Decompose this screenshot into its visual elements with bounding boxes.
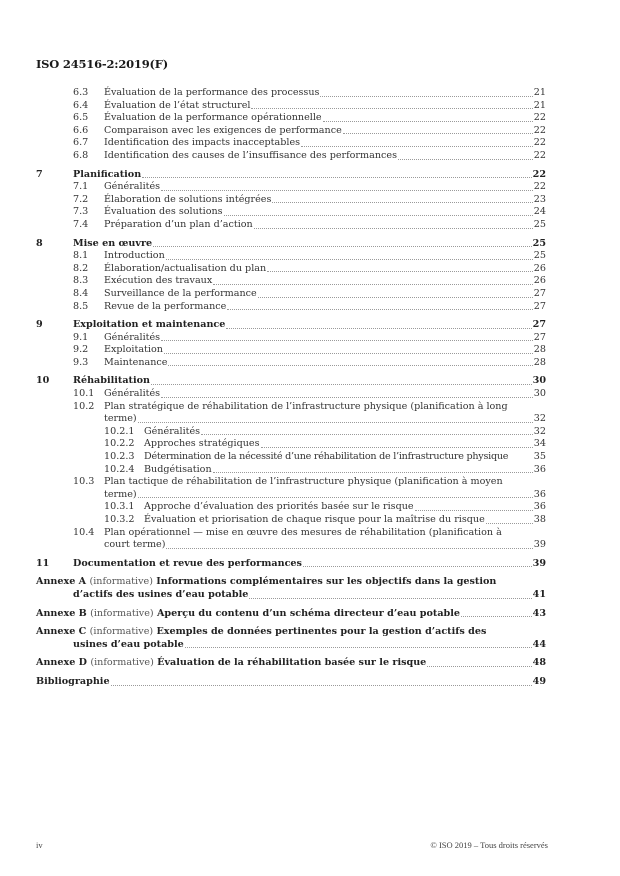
dot-leader: [161, 190, 533, 191]
toc-entry-8[interactable]: 8 Mise en œuvre 25: [36, 237, 546, 249]
document-header: ISO 24516-2:2019(F): [36, 57, 168, 71]
toc-entry-9-1[interactable]: 9.1 Généralités 27: [73, 331, 546, 343]
toc-entry-7-3[interactable]: 7.3 Évaluation des solutions 24: [73, 206, 546, 218]
dot-leader: [153, 246, 532, 247]
dot-leader: [213, 284, 533, 285]
dot-leader: [185, 647, 532, 648]
dot-leader: [343, 133, 533, 134]
toc-entry-9-3[interactable]: 9.3 Maintenance 28: [73, 356, 546, 368]
toc-entry-6-6[interactable]: 6.6 Comparaison avec les exigences de performance 22: [73, 124, 546, 136]
toc-entry-6-5[interactable]: 6.5 Évaluation de la performance opérationnelle 22: [73, 112, 546, 124]
dot-leader: [166, 548, 532, 549]
copyright-notice: © ISO 2019 – Tous droits réservés: [430, 840, 548, 850]
dot-leader: [224, 215, 533, 216]
dot-leader: [427, 666, 531, 667]
toc-entry-10[interactable]: 10 Réhabilitation 30: [36, 375, 546, 387]
toc-entry-8-3[interactable]: 8.3 Exécution des travaux 26: [73, 275, 546, 287]
dot-leader: [249, 598, 531, 599]
toc-entry-10-3[interactable]: 10.3 Plan tactique de réhabilitation de l’infrastructure physique (planification à moyen terme) 36: [73, 476, 546, 500]
toc-entry-10-2-2[interactable]: 10.2.2 Approches stratégiques 34: [104, 438, 546, 450]
toc-entry-8-4[interactable]: 8.4 Surveillance de la performance 27: [73, 287, 546, 299]
dot-leader: [267, 271, 533, 272]
dot-leader: [138, 422, 533, 423]
toc-entry-11[interactable]: 11 Documentation et revue des performances 39: [36, 557, 546, 569]
toc-entry-7-2[interactable]: 7.2 Élaboration de solutions intégrées 23: [73, 193, 546, 205]
table-of-contents: [36, 87, 546, 689]
toc-entry-6-7[interactable]: 6.7 Identification des impacts inacceptables 22: [73, 137, 546, 149]
toc-entry-8-2[interactable]: 8.2 Élaboration/actualisation du plan 26: [73, 262, 546, 274]
toc-entry-9[interactable]: 9 Exploitation et maintenance 27: [36, 319, 546, 331]
dot-leader: [166, 259, 533, 260]
dot-leader: [486, 523, 533, 524]
dot-leader: [258, 297, 533, 298]
toc-entry-annex-a[interactable]: Annexe A (informative) Informations complémentaires sur les objectifs dans la gestion d’actifs des usines d’eau potable 41: [36, 576, 546, 600]
dot-leader: [151, 384, 532, 385]
dot-leader: [161, 397, 533, 398]
dot-leader: [251, 108, 532, 109]
toc-entry-7[interactable]: 7 Planification 22: [36, 168, 546, 180]
dot-leader: [272, 202, 532, 203]
page-number: iv: [36, 840, 43, 850]
toc-entry-10-3-2[interactable]: 10.3.2 Évaluation et priorisation de chaque risque pour la maîtrise du risque 38: [104, 514, 546, 525]
dot-leader: [226, 328, 531, 329]
dot-leader: [201, 434, 533, 435]
toc-entry-10-1[interactable]: 10.1 Généralités 30: [73, 388, 546, 400]
dot-leader: [111, 685, 532, 686]
dot-leader: [227, 309, 532, 310]
dot-leader: [168, 365, 532, 366]
dot-leader: [301, 146, 533, 147]
toc-entry-annex-b[interactable]: Annexe B (informative) Aperçu du contenu d’un schéma directeur d’eau potable 43: [36, 607, 546, 619]
toc-entry-10-3-1[interactable]: 10.3.1 Approche d’évaluation des priorités basée sur le risque 36: [104, 501, 546, 513]
toc-entry-9-2[interactable]: 9.2 Exploitation 28: [73, 344, 546, 356]
dot-leader: [164, 353, 533, 354]
dot-leader: [303, 566, 532, 567]
toc-entry-7-4[interactable]: 7.4 Préparation d’un plan d’action 25: [73, 218, 546, 230]
dot-leader: [320, 96, 532, 97]
toc-entry-8-1[interactable]: 8.1 Introduction 25: [73, 250, 546, 262]
dot-leader: [161, 340, 533, 341]
dot-leader: [138, 497, 533, 498]
dot-leader: [461, 616, 532, 617]
toc-entry-10-4[interactable]: 10.4 Plan opérationnel — mise en œuvre des mesures de réhabilitation (planification à court terme) 39: [73, 526, 546, 551]
dot-leader: [398, 159, 533, 160]
toc-entry-annex-c[interactable]: Annexe C (informative) Exemples de données pertinentes pour la gestion d’actifs des usines d’eau potable 44: [36, 626, 546, 650]
toc-entry-6-4[interactable]: 6.4 Évaluation de l’état structurel 21: [73, 99, 546, 111]
toc-entry-bibliography[interactable]: Bibliographie 49: [36, 675, 546, 687]
toc-entry-10-2-1[interactable]: 10.2.1 Généralités 32: [104, 425, 546, 437]
toc-entry-7-1[interactable]: 7.1 Généralités 22: [73, 181, 546, 193]
dot-leader: [261, 447, 533, 448]
dot-leader: [254, 228, 533, 229]
dot-leader: [323, 121, 533, 122]
toc-entry-10-2-3[interactable]: 10.2.3 Détermination de la nécessité d’une réhabilitation de l’infrastructure physique 35: [104, 451, 546, 463]
toc-entry-10-2[interactable]: 10.2 Plan stratégique de réhabilitation de l’infrastructure physique (planification à long terme) 32: [73, 400, 546, 425]
dot-leader: [415, 510, 533, 511]
dot-leader: [213, 472, 533, 473]
toc-entry-annex-d[interactable]: Annexe D (informative) Évaluation de la réhabilitation basée sur le risque 48: [36, 657, 546, 669]
toc-entry-6-8[interactable]: 6.8 Identification des causes de l’insuffisance des performances 22: [73, 149, 546, 161]
toc-entry-6-3[interactable]: 6.3 Évaluation de la performance des processus 21: [73, 87, 546, 98]
dot-leader: [142, 177, 531, 178]
toc-entry-10-2-4[interactable]: 10.2.4 Budgétisation 36: [104, 463, 546, 475]
toc-entry-8-5[interactable]: 8.5 Revue de la performance 27: [73, 300, 546, 312]
